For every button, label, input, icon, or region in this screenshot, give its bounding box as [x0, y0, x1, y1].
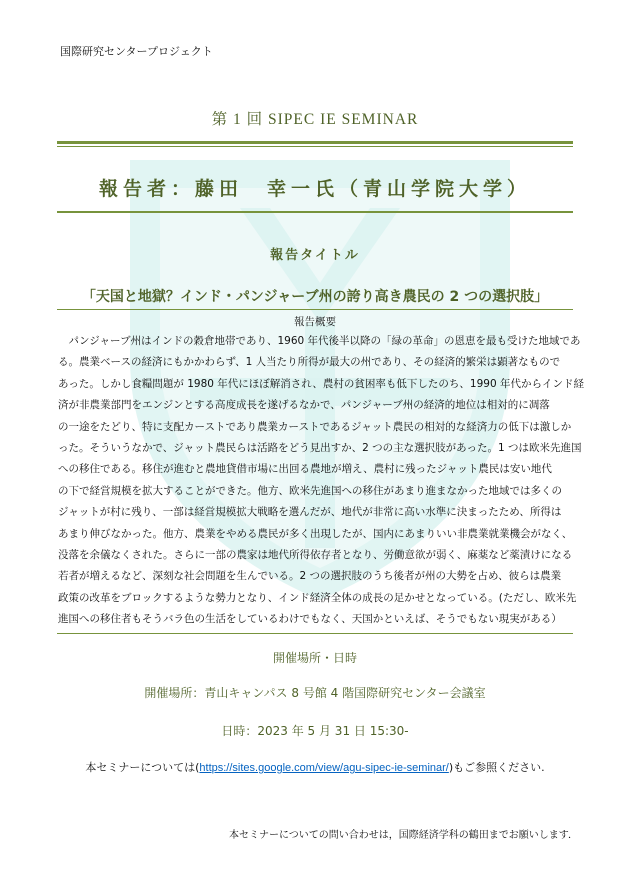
divider: [57, 633, 573, 634]
contact-note: 本セミナーについての問い合わせは，国際経済学科の鶴田までお願いします．: [229, 830, 578, 841]
talk-title-heading: 報告タイトル: [270, 248, 360, 263]
reference-line: [0, 759, 630, 775]
abstract-line: った。そういうなかで、ジャット農民らは活路をどう見出すか、2 つの主な選択肢があった。1 つは欧米先進国: [58, 441, 582, 454]
event-heading: 開催場所・日時: [272, 651, 357, 665]
abstract-line: あった。しかし食糧問題が 1980 年代にほぼ解消され、農村の貧困率も低下したのち、1990 年代からインド経: [58, 377, 584, 390]
abstract-line: 政策の改革をブロックするような勢力となり、インド経済全体の成長の足かせとなっている。(ただし、欧米先: [58, 591, 577, 604]
abstract-line: パンジャーブ州はインドの穀倉地帯であり、1960 年代後半以降の「緑の革命」の恩恵を最も受けた地域であ: [58, 335, 581, 347]
divider: [57, 309, 573, 310]
abstract-line: ジャットが村に残り、一部は経営規模拡大戦略を選んだが、地代が非常に高い水準に決まったため、所得は: [58, 506, 562, 519]
reference-suffix: )もご参照ください.: [448, 761, 545, 774]
divider: [57, 146, 573, 147]
seminar-title: 第 1 回 SIPEC IE SEMINAR: [211, 111, 419, 128]
abstract-line: の一途をたどり、特に支配カーストであり農業カーストであるジャット農民の相対的な経済力の低下は激しか: [58, 420, 572, 433]
abstract-line: への移住である。移住が進むと農地貸借市場に出回る農地が増え、農村に残ったジャット農民は安い地代: [58, 463, 552, 476]
venue: 開催場所：青山キャンパス 8 号館 4 階国際研究センター会議室: [144, 686, 486, 700]
speaker-line: 報告者：藤田 幸一氏（青山学院大学）: [98, 178, 531, 200]
abstract-line: あまり伸びなかった。他方、農業をやめる農民が多く出現したが、国内にあまりいい非農業就業機会がなく、: [58, 527, 573, 540]
abstract-line: 進国への移住者もそうバラ色の生活をしているわけでもなく、天国かといえば、そうでもない現実がある）: [58, 613, 562, 626]
event-datetime: 日時：2023 年 5 月 31 日 15:30-: [221, 724, 409, 738]
abstract-line: 済が非農業部門をエンジンとする高度成長を遂げるなかで、パンジャーブ州の経済的地位は相対的に凋落: [58, 399, 550, 412]
abstract-heading: 報告概要: [294, 316, 336, 328]
divider: [57, 211, 573, 213]
abstract-line: る。農業ベースの経済にもかかわらず、1 人当たり所得が最大の州であり、その経済的繁栄は顕著なもので: [58, 356, 561, 369]
seminar-website-link[interactable]: https://sites.google.com/view/agu-sipec-ie-seminar/: [199, 762, 449, 774]
abstract-line: 没落を余儀なくされた。さらに一部の農家は地代所得依存者となり、労働意欲が弱く、麻薬など薬漬けになる: [58, 548, 573, 561]
abstract-line: 若者が増えるなど、深刻な社会問題を生んでいる。2 つの選択肢のうち後者が州の大勢を占め、彼らは農業: [58, 570, 562, 583]
talk-title: 「天国と地獄？インド・パンジャーブ州の誇り高き農民の 2 つの選択肢」: [81, 289, 549, 305]
abstract-line: の下で経営規模を拡大することができた。他方、欧米先進国への移住があまり進まなかった地域では多くの: [58, 484, 562, 497]
divider: [57, 141, 573, 144]
abstract-body: [58, 331, 584, 630]
reference-prefix: 本セミナーについては(: [85, 761, 200, 774]
project-label: 国際研究センタープロジェクト: [60, 45, 213, 58]
